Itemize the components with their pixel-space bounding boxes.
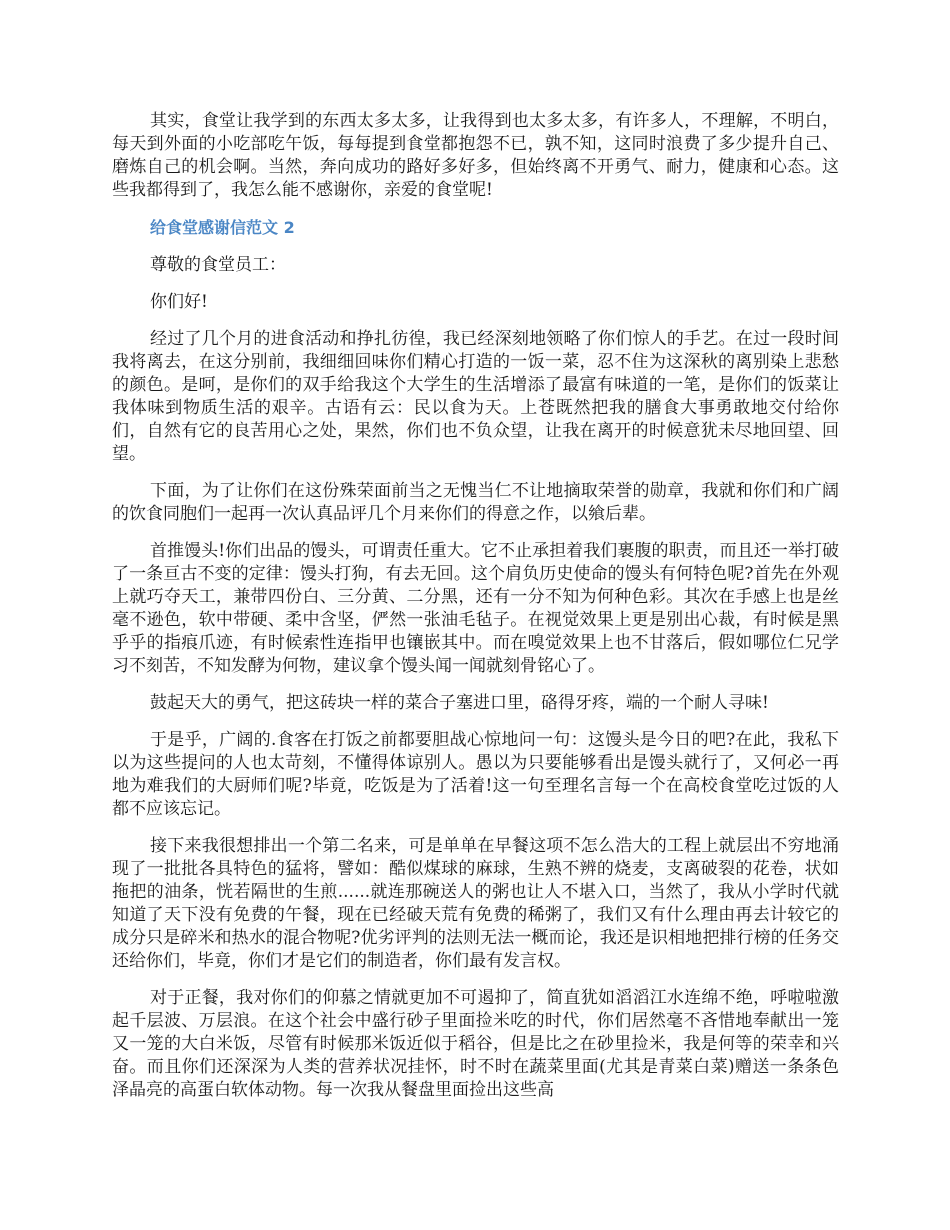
section-heading: 给食堂感谢信范文 2 — [150, 218, 295, 237]
salutation: 尊敬的食堂员工： — [150, 255, 286, 275]
body-paragraph: 首推馒头!你们出品的馒头，可谓责任重大。它不止承担着我们裹腹的职责，而且还一举打破了一条亘古不变的定律：馒头打狗，有去无回。这个肩负历史使命的馒头有何特色呢?首先在外观上就巧夺天工，兼带四份白、三分黄、二分黑，还有一分不知为何种色彩。其次在手感上也是丝毫不逊色，软中带硬、柔中含坚，俨然一张油毛毡子。在视觉效果上更是别出心裁，有时候是黑乎乎的指痕爪迹，有时候索性连指甲也镶嵌其中。而在嗅觉效果上也不甘落后，假如哪位仁兄学习不刻苦，不知发酵为何物，建议拿个馒头闻一闻就刻骨铭心了。 — [112, 541, 839, 676]
body-paragraph: 接下来我很想排出一个第二名来，可是单单在早餐这项不怎么浩大的工程上就层出不穷地涌现了一批批各具特色的猛将，譬如：酷似煤球的麻球，生熟不辨的烧麦，支离破裂的花卷，状如拖把的油条，恍若隔世的生煎......就连那碗送人的粥也让人不堪入口，当然了，我从小学时代就知道了天下没有免费的午餐，现在已经破天荒有免费的稀粥了，我们又有什么理由再去计较它的成分只是碎米和热水的混合物呢?优劣评判的法则无法一概而论，我还是识相地把排行榜的任务交还给你们，毕竟，你们才是它们的制造者，你们最有发言权。 — [112, 836, 839, 971]
greeting: 你们好! — [150, 292, 208, 312]
body-paragraph: 下面，为了让你们在这份殊荣面前当之无愧当仁不让地摘取荣誉的勋章，我就和你们和广阔的饮食同胞们一起再一次认真品评几个月来你们的得意之作，以飨后辈。 — [112, 481, 839, 524]
body-paragraph: 对于正餐，我对你们的仰慕之情就更加不可遏抑了，简直犹如滔滔江水连绵不绝，呼啦啦激起千层波、万层浪。在这个社会中盛行砂子里面捡米吃的时代，你们居然毫不吝惜地奉献出一笼又一笼的大白米饭，尽管有时候那米饭近似于稻谷，但是比之在砂里捡米，我是何等的荣幸和兴奋。而且你们还深深为人类的营养状况挂怀，时不时在蔬菜里面(尤其是青菜白菜)赠送一条条色泽晶亮的高蛋白软体动物。每一次我从餐盘里面捡出这些高 — [112, 988, 839, 1100]
body-paragraph: 经过了几个月的进食活动和挣扎彷徨，我已经深刻地领略了你们惊人的手艺。在过一段时间我将离去，在这分别前，我细细回味你们精心打造的一饭一菜，忍不住为这深秋的离别染上悲愁的颜色。是呵，是你们的双手给我这个大学生的生活增添了最富有味道的一笔，是你们的饭菜让我体味到物质生活的艰辛。古语有云：民以食为天。上苍既然把我的膳食大事勇敢地交付给你们，自然有它的良苦用心之处，果然，你们也不负众望，让我在离开的时候意犹未尽地回望、回望。 — [112, 329, 839, 464]
document-page — [112, 110, 839, 1116]
body-paragraph: 鼓起天大的勇气，把这砖块一样的菜合子塞进口里，硌得牙疼，端的一个耐人寻味! — [150, 693, 769, 713]
body-paragraph: 于是乎，广阔的.食客在打饭之前都要胆战心惊地问一句：这馒头是今日的吧?在此，我私下以为这些提问的人也太苛刻，不懂得体谅别人。愚以为只要能够看出是馒头就行了，又何必一再地为难我们的大厨师们呢?毕竟，吃饭是为了活着!这一句至理名言每一个在高校食堂吃过饭的人都不应该忘记。 — [112, 730, 839, 819]
intro-paragraph: 其实，食堂让我学到的东西太多太多，让我得到也太多太多，有许多人，不理解，不明白，每天到外面的小吃部吃午饭，每每提到食堂都抱怨不已，孰不知，这同时浪费了多少提升自己、磨炼自己的机会啊。当然，奔向成功的路好多好多，但始终离不开勇气、耐力，健康和心态。这些我都得到了，我怎么能不感谢你，亲爱的食堂呢! — [112, 111, 839, 200]
